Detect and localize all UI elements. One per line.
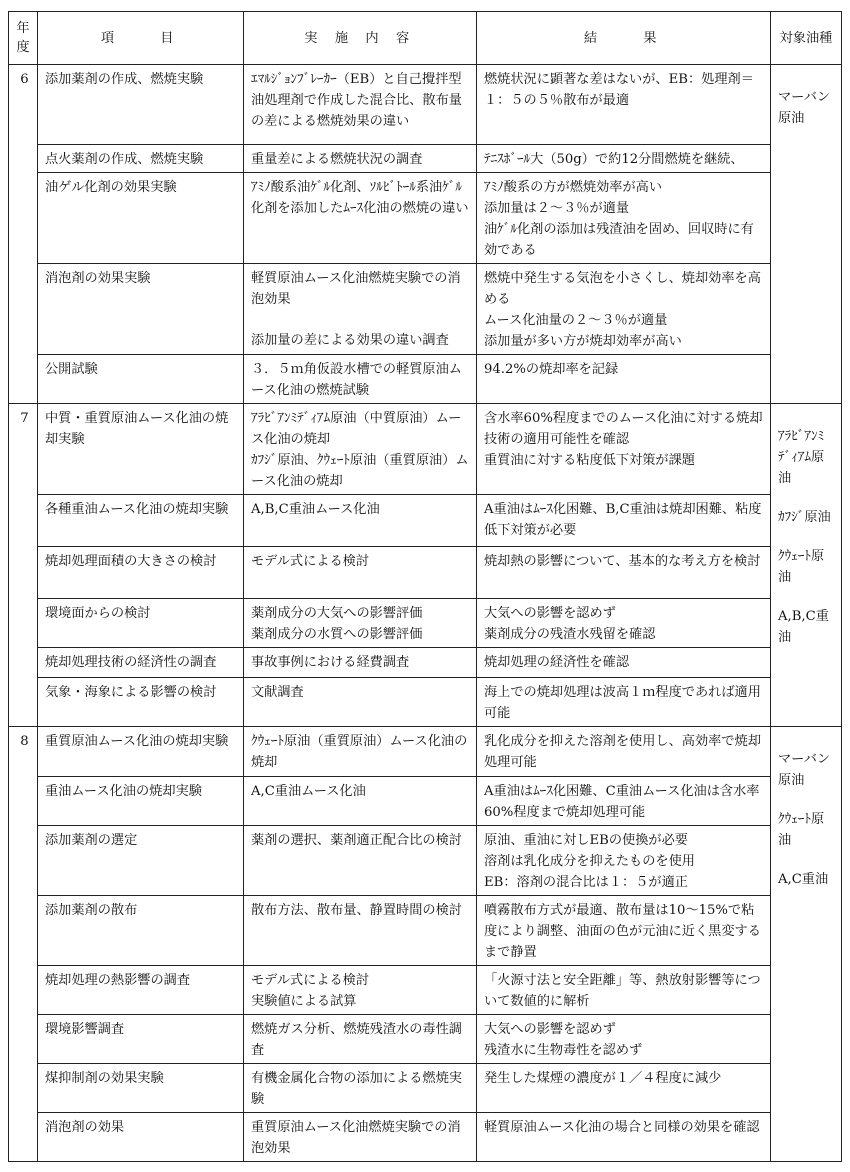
result-line: ムース化油量の２～３％が適量 xyxy=(484,313,668,328)
header-result: 結 果 xyxy=(477,12,771,65)
content-line: 薬剤成分の水質への影響評価 xyxy=(251,627,423,642)
content-line: 薬剤の選択、薬剤適正配合比の検討 xyxy=(251,833,462,848)
result-line: EB：溶剤の混合比は１：５が適正 xyxy=(484,875,688,890)
result-cell xyxy=(477,599,771,648)
table-row xyxy=(9,1113,842,1162)
result-line: 油ｹﾞﾙ化剤の添加は残渣油を固め、回収時に有効である xyxy=(484,222,754,258)
content-line: モデル式による検討 xyxy=(251,554,370,569)
result-line: 海上での焼却処理は波高１ｍ程度であれば適用可能 xyxy=(484,685,761,721)
result-line: 軽質原油ムース化油の場合と同様の効果を確認 xyxy=(484,1120,760,1135)
content-cell xyxy=(244,264,477,355)
item-cell: 消泡剤の効果 xyxy=(38,1113,244,1162)
header-oil: 対象油種 xyxy=(771,12,842,65)
oil-type-label: マーバン原油 xyxy=(778,90,831,126)
result-cell xyxy=(477,264,771,355)
table-row xyxy=(9,264,842,355)
table-row xyxy=(9,65,842,145)
result-cell xyxy=(477,826,771,896)
table-row xyxy=(9,404,842,495)
item-cell: 煤抑制剤の効果実験 xyxy=(38,1064,244,1113)
content-line: 薬剤成分の大気への影響評価 xyxy=(251,606,423,621)
item-cell: 環境影響調査 xyxy=(38,1015,244,1064)
content-cell xyxy=(244,966,477,1015)
table-row xyxy=(9,495,842,547)
content-cell xyxy=(244,547,477,599)
table-row xyxy=(9,173,842,264)
result-line: 焼却処理の経済性を確認 xyxy=(484,655,630,670)
oil-type-label: A,B,C重油 xyxy=(778,609,829,645)
table-row xyxy=(9,599,842,648)
result-cell xyxy=(477,173,771,264)
content-line: 燃焼ガス分析、燃焼残渣水の毒性調査 xyxy=(251,1022,462,1058)
oil-type-cell xyxy=(771,65,842,404)
oil-type-label: ｸｳｪｰﾄ原油 xyxy=(778,812,825,848)
table-body xyxy=(9,65,842,1162)
oil-type-cell xyxy=(771,404,842,727)
result-cell xyxy=(477,404,771,495)
result-line: 噴霧散布方式が最適、散布量は10～15%で粘度により調整、油面の色が元油に近く黒変するまで静置 xyxy=(484,903,761,960)
result-line: 燃焼中発生する気泡を小さくし、焼却効率を高める xyxy=(484,271,761,307)
content-cell xyxy=(244,404,477,495)
table-row xyxy=(9,648,842,678)
content-cell xyxy=(244,896,477,966)
content-line: ３．５ｍ角仮設水槽での軽質原油ムース化油の燃焼試験 xyxy=(251,362,462,398)
result-cell xyxy=(477,145,771,173)
result-line: 「火源寸法と安全距離」等、熱放射影響等について数値的に解析 xyxy=(484,973,761,1009)
table-row xyxy=(9,896,842,966)
result-line: ﾃﾆｽﾎﾞｰﾙ大（50g）で約12分間燃焼を継続、 xyxy=(484,152,744,167)
result-line: 大気への影響を認めず xyxy=(484,1022,616,1037)
content-cell xyxy=(244,1064,477,1113)
item-cell: 焼却処理技術の経済性の調査 xyxy=(38,648,244,678)
result-line: 残渣水に生物毒性を認めず xyxy=(484,1043,643,1058)
content-cell xyxy=(244,678,477,727)
content-cell xyxy=(244,826,477,896)
oil-type-label: ｶﾌｼﾞ原油 xyxy=(778,510,831,525)
table-row xyxy=(9,678,842,727)
item-cell: 中質・重質原油ムース化油の焼却実験 xyxy=(38,404,244,495)
table-row xyxy=(9,355,842,404)
oil-type-label: ｱﾗﾋﾞｱﾝﾐﾃﾞｨｱﾑ原油 xyxy=(778,429,825,486)
item-cell: 油ゲル化剤の効果実験 xyxy=(38,173,244,264)
result-line: ｱﾐﾉ酸系の方が燃焼効率が高い xyxy=(484,180,663,195)
content-line: 重質原油ムース化油燃焼実験での消泡効果 xyxy=(251,1120,461,1156)
result-line: 添加量は２～３％が適量 xyxy=(484,201,630,216)
content-cell xyxy=(244,355,477,404)
item-cell: 環境面からの検討 xyxy=(38,599,244,648)
header-content: 実 施 内 容 xyxy=(244,12,477,65)
oil-type-label: マーバン原油 xyxy=(778,752,831,788)
result-cell xyxy=(477,777,771,826)
content-cell xyxy=(244,648,477,678)
result-cell xyxy=(477,1015,771,1064)
item-cell: 各種重油ムース化油の焼却実験 xyxy=(38,495,244,547)
content-cell xyxy=(244,495,477,547)
item-cell: 点火薬剤の作成、燃焼実験 xyxy=(38,145,244,173)
result-line: 含水率60%程度までのムース化油に対する焼却技術の適用可能性を確認 xyxy=(484,411,763,447)
content-cell xyxy=(244,777,477,826)
content-line: ｱﾗﾋﾞｱﾝﾐﾃﾞｨｱﾑ原油（中質原油）ムース化油の焼却 xyxy=(251,411,462,447)
table-row xyxy=(9,777,842,826)
content-line: ｸｳｪｰﾄ原油（重質原油）ムース化油の焼却 xyxy=(251,734,468,770)
content-line: ｴﾏﾙｼﾞｮﾝﾌﾞﾚｰｶｰ（EB）と自己攪拌型油処理剤で作成した混合比、散布量の差による燃焼効果の違い xyxy=(251,72,462,129)
result-cell xyxy=(477,1064,771,1113)
content-line: 有機金属化合物の添加による燃焼実験 xyxy=(251,1071,462,1107)
item-cell: 消泡剤の効果実験 xyxy=(38,264,244,355)
result-line: 溶剤は乳化成分を抑えたものを使用 xyxy=(484,854,695,869)
content-cell xyxy=(244,1015,477,1064)
year-cell: 7 xyxy=(9,404,38,727)
content-line: 文献調査 xyxy=(251,685,304,700)
content-line: A,B,C重油ムース化油 xyxy=(251,502,380,517)
result-line: 重質油に対する粘度低下対策が課題 xyxy=(484,453,695,468)
year-cell: 8 xyxy=(9,727,38,1162)
table-row xyxy=(9,547,842,599)
table-row xyxy=(9,1015,842,1064)
result-cell xyxy=(477,966,771,1015)
result-line: 発生した煤煙の濃度が１／４程度に減少 xyxy=(484,1071,722,1086)
result-cell xyxy=(477,896,771,966)
content-line: ｶﾌｼﾞ原油、ｸｳｪｰﾄ原油（重質原油）ムース化油の焼却 xyxy=(251,453,469,489)
item-cell: 添加薬剤の選定 xyxy=(38,826,244,896)
content-line xyxy=(251,310,472,330)
content-cell xyxy=(244,173,477,264)
oil-type-cell xyxy=(771,727,842,1162)
result-line: 大気への影響を認めず xyxy=(484,606,616,621)
results-table xyxy=(8,11,842,1162)
item-cell: 重質原油ムース化油の焼却実験 xyxy=(38,727,244,777)
result-cell xyxy=(477,648,771,678)
item-cell: 添加薬剤の作成、燃焼実験 xyxy=(38,65,244,145)
result-line: 焼却熱の影響について、基本的な考え方を検討 xyxy=(484,554,761,569)
result-cell xyxy=(477,727,771,777)
header-item: 項 目 xyxy=(38,12,244,65)
item-cell: 焼却処理面積の大きさの検討 xyxy=(38,547,244,599)
content-line: ｱﾐﾉ酸系油ｹﾞﾙ化剤、ｿﾙﾋﾞﾄｰﾙ系油ｹﾞﾙ化剤を添加したﾑｰｽ化油の燃焼の違い xyxy=(251,180,469,216)
content-line: 事故事例における経費調査 xyxy=(251,655,410,670)
content-cell xyxy=(244,145,477,173)
content-cell xyxy=(244,727,477,777)
oil-type-label: ｸｳｪｰﾄ原油 xyxy=(778,549,825,585)
table-row xyxy=(9,966,842,1015)
result-line: 薬剤成分の残渣水残留を確認 xyxy=(484,627,656,642)
year-cell: 6 xyxy=(9,65,38,404)
content-line: 実験値による試算 xyxy=(251,994,357,1009)
table-row xyxy=(9,727,842,777)
table-row xyxy=(9,1064,842,1113)
content-line: A,C重油ムース化油 xyxy=(251,784,366,799)
result-line: 原油、重油に対しEBの使換が必要 xyxy=(484,833,688,848)
content-line: 軽質原油ムース化油燃焼実験での消泡効果 xyxy=(251,271,461,307)
oil-type-label: A,C重油 xyxy=(778,872,829,887)
item-cell: 焼却処理の熱影響の調査 xyxy=(38,966,244,1015)
item-cell: 重油ムース化油の焼却実験 xyxy=(38,777,244,826)
content-cell xyxy=(244,1113,477,1162)
result-cell xyxy=(477,355,771,404)
result-line: 94.2%の焼却率を記録 xyxy=(484,362,619,377)
content-line: 散布方法、散布量、静置時間の検討 xyxy=(251,903,462,918)
item-cell: 気象・海象による影響の検討 xyxy=(38,678,244,727)
content-line: モデル式による検討 xyxy=(251,973,370,988)
item-cell: 公開試験 xyxy=(38,355,244,404)
table-row xyxy=(9,826,842,896)
result-line: A重油はﾑｰｽ化困難、C重油ムース化油は含水率60%程度まで焼却処理可能 xyxy=(484,784,760,820)
content-cell xyxy=(244,599,477,648)
result-cell xyxy=(477,65,771,145)
header-row xyxy=(9,12,842,65)
item-cell: 添加薬剤の散布 xyxy=(38,896,244,966)
result-cell xyxy=(477,547,771,599)
result-line: 乳化成分を抑えた溶剤を使用し、高効率で焼却処理可能 xyxy=(484,734,761,770)
result-cell xyxy=(477,678,771,727)
result-cell xyxy=(477,495,771,547)
content-line: 添加量の差による効果の違い調査 xyxy=(251,333,449,348)
result-line: 燃焼状況に顕著な差はないが、EB：処理剤＝１：５の５％散布が最適 xyxy=(484,72,754,108)
result-line: 添加量が多い方が焼却効率が高い xyxy=(484,334,682,349)
table-row xyxy=(9,145,842,173)
result-cell xyxy=(477,1113,771,1162)
header-year: 年度 xyxy=(9,12,38,65)
result-line: A重油はﾑｰｽ化困難、B,C重油は焼却困難、粘度低下対策が必要 xyxy=(484,502,762,538)
content-cell xyxy=(244,65,477,145)
content-line: 重量差による燃焼状況の調査 xyxy=(251,152,423,167)
